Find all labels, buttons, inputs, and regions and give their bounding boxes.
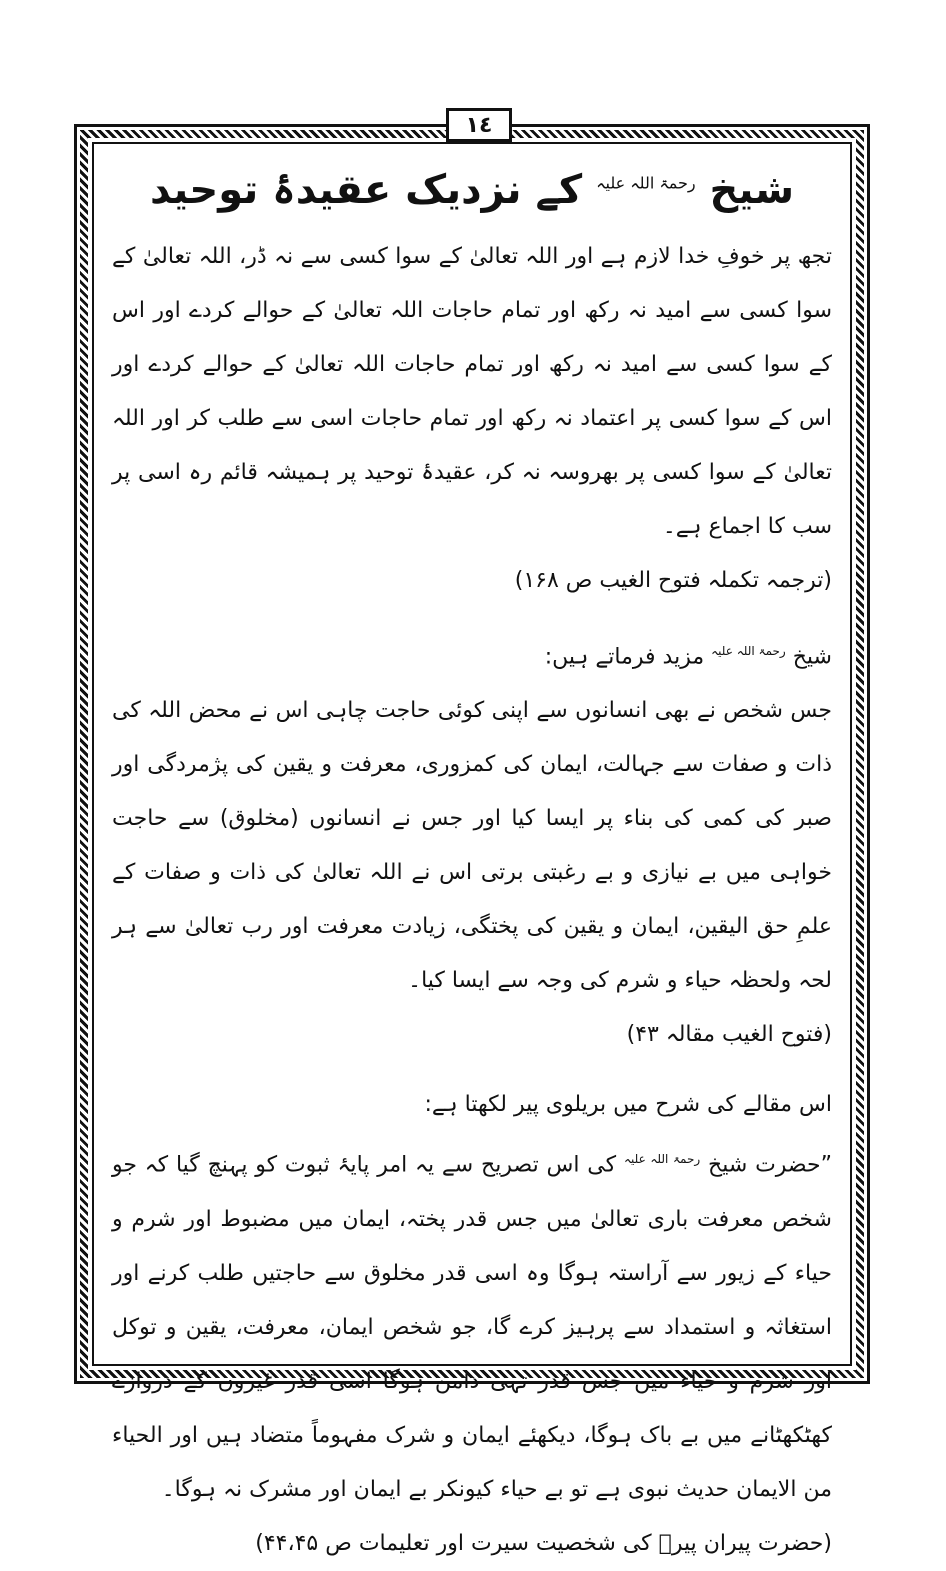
section2-body: جس شخص نے بھی انسانوں سے اپنی کوئی حاجت چاہی اس نے محض اللہ کی ذات و صفات سے جہالت، ایمان کی کمزوری، معرفت و یقین کی پژمردگی اور صبر کی کمی کی بناء پر ایسا کیا اور جس نے انسانوں (مخلوق) سے حاجت خواہی میں بے نیازی و بے رغبتی برتی اس نے اللہ تعالیٰ کی ذات و صفات کے علمِ حق الیقین، ایمان و یقین کی پختگی، زیادت معرفت اور رب تعالیٰ سے ہر لحہ ولحظہ حیاء و شرم کی وجہ سے ایسا کیا۔ bbox=[112, 698, 832, 994]
title-honorific: رحمۃ اللہ علیہ bbox=[596, 173, 696, 193]
section2-intro-end: مزید فرماتے ہیں: bbox=[544, 644, 705, 670]
section1-reference: (ترجمہ تکملہ فتوح الغیب ص ۱۶۸) bbox=[514, 568, 832, 593]
section3-reference: (حضرت پیران پیرؒ کی شخصیت سیرت اور تعلیمات ص ۴۴،۴۵) bbox=[255, 1530, 832, 1556]
section3-quote-start: ”حضرت شیخ bbox=[708, 1152, 833, 1178]
section3-quote-honorific: رحمۃ اللہ علیہ bbox=[623, 1152, 701, 1167]
section2-reference: (فتوح الغیب مقالہ ۴۳) bbox=[626, 1022, 832, 1048]
section2-intro bbox=[112, 624, 832, 684]
page-number: ١٤ bbox=[446, 108, 512, 142]
page-title bbox=[112, 160, 832, 220]
title-end: کے نزدیک عقیدۂ توحید bbox=[149, 167, 583, 213]
page-content bbox=[112, 160, 833, 1556]
section3-quote-body: کی اس تصریح سے یہ امر پایۂ ثبوت کو پہنچ گیا کہ جو شخص معرفت باری تعالیٰ میں جس قدر پختہ، ایمان میں مضبوط اور شرم و حیاء کے زیور سے آراستہ ہوگا وہ اسی قدر مخلوق سے حاجتیں طلب کرنے اور استغاثہ و استمداد سے پرہیز کرے گا، جو شخص ایمان، معرفت، یقین و توکل اور شرم و حیاء میں جس قدر تہی دامن ہوگا اسی قدر غیروں کے دروازے کھٹکھٹانے میں بے باک ہوگا، دیکھئے ایمان و شرک مفہوماً متضاد ہیں اور الحیاء من الایمان حدیث نبوی ہے تو بے حیاء کیونکر بے ایمان اور مشرک نہ ہوگا۔ bbox=[112, 1152, 832, 1502]
section2-intro-honorific: رحمۃ اللہ علیہ bbox=[711, 644, 786, 658]
section1-body: تجھ پر خوفِ خدا لازم ہے اور اللہ تعالیٰ کے سوا کسی سے نہ ڈر، اللہ تعالیٰ کے سوا کسی سے امید نہ رکھ اور تمام حاجات اللہ تعالیٰ کے حوالے کردے اور اس کے سوا کسی سے امید نہ رکھ اور تمام حاجات اللہ تعالیٰ کے حوالے کردے اور اس کے سوا کسی پر اعتماد نہ رکھ اور تمام حاجات اسی سے طلب کر اور اللہ تعالیٰ کے سوا کسی پر بھروسہ نہ کر، عقیدۂ توحید پر ہمیشہ قائم رہ اسی پر سب کا اجماع ہے۔ bbox=[112, 244, 832, 539]
section2-intro-start: شیخ bbox=[792, 644, 832, 670]
section3-quote bbox=[112, 1132, 832, 1516]
title-start: شیخ bbox=[709, 167, 795, 213]
section3-intro: اس مقالے کی شرح میں بریلوی پیر لکھتا ہے: bbox=[424, 1092, 832, 1118]
